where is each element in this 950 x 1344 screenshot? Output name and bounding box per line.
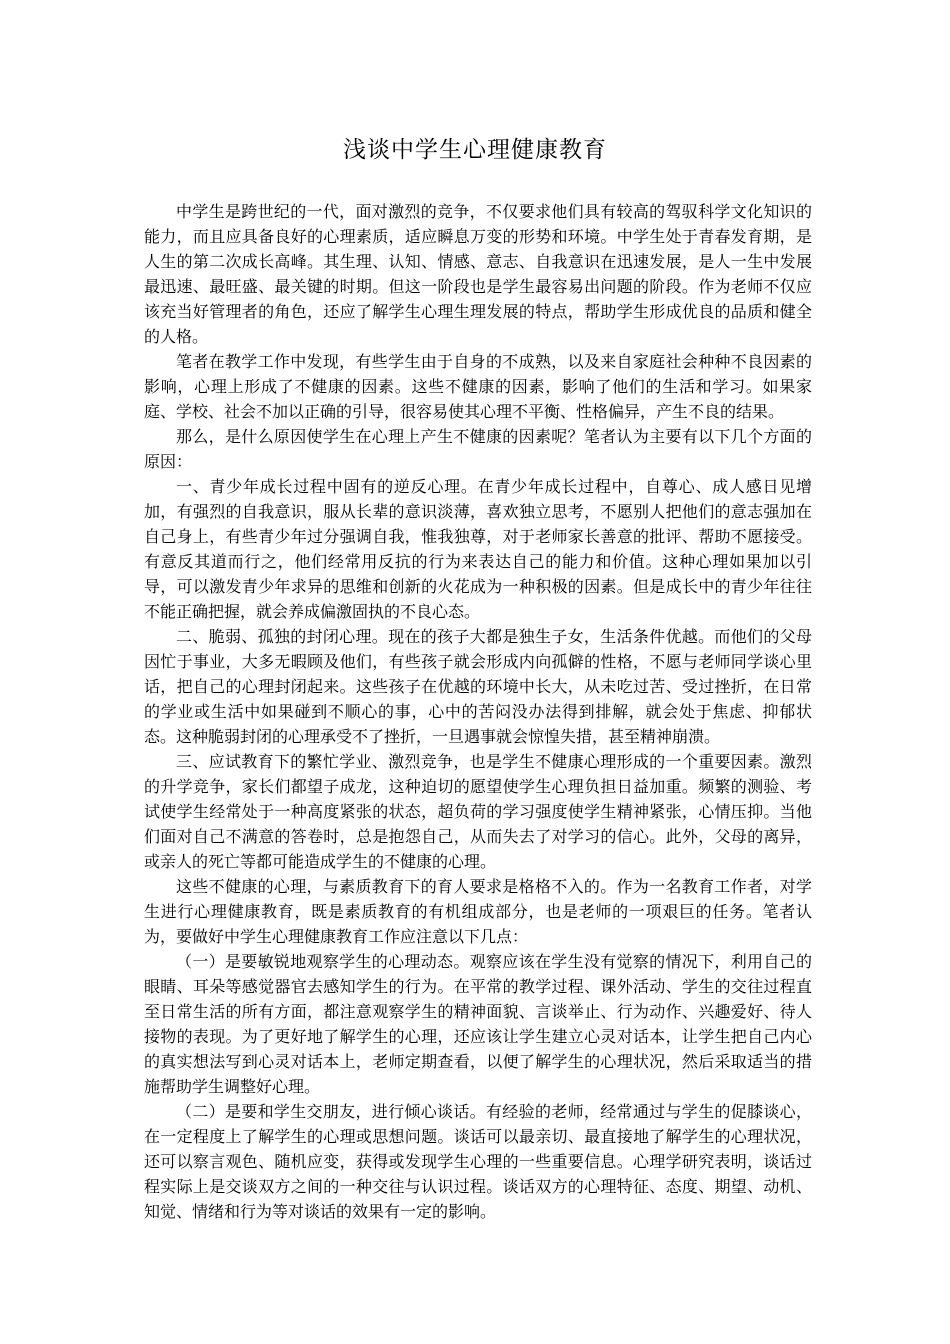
document-title: 浅谈中学生心理健康教育 (343, 137, 607, 163)
paragraph-reason-3: 三、应试教育下的繁忙学业、激烈竞争，也是学生不健康心理形成的一个重要因素。激烈的升学竞争，家长们都望子成龙，这种迫切的愿望使学生心理负担日益加重。频繁的测验、考试使学生经常处于一种高度紧张的状态，超负荷的学习强度使学生精神紧张，心情压抑。当他们面对自己不满意的答卷时，总是抱怨自己，从而失去了对学习的信心。此外，父母的离异，或亲人的死亡等都可能造成学生的不健康的心理。 (144, 752, 812, 871)
paragraph-question: 那么，是什么原因使学生在心理上产生不健康的因素呢？笔者认为主要有以下几个方面的原因： (144, 427, 812, 471)
paragraph-observation: 笔者在教学工作中发现，有些学生由于自身的不成熟，以及来自家庭社会种种不良因素的影响，心理上形成了不健康的因素。这些不健康的因素，影响了他们的生活和学习。如果家庭、学校、社会不加以正确的引导，很容易使其心理不平衡、性格偏异，产生不良的结果。 (144, 352, 812, 421)
paragraph-point-1: （一）是要敏锐地观察学生的心理动态。观察应该在学生没有觉察的情况下，利用自己的眼睛、耳朵等感觉器官去感知学生的行为。在平常的教学过程、课外活动、学生的交往过程直至日常生活的所有方面，都注意观察学生的精神面貌、言谈举止、行为动作、兴趣爱好、待人接物的表现。为了更好地了解学生的心理，还应该让学生建立心灵对话本，让学生把自己内心的真实想法写到心灵对话本上，老师定期查看，以便了解学生的心理状况，然后采取适当的措施帮助学生调整好心理。 (144, 952, 812, 1096)
paragraph-reason-2: 二、脆弱、孤独的封闭心理。现在的孩子大都是独生子女，生活条件优越。而他们的父母因忙于事业，大多无暇顾及他们，有些孩子就会形成内向孤僻的性格，不愿与老师同学谈心里话，把自己的心理封闭起来。这些孩子在优越的环境中长大，从未吃过苦、受过挫折，在日常的学业或生活中如果碰到不顺心的事，心中的苦闷没办法得到排解，就会处于焦虑、抑郁状态。这种脆弱封闭的心理承受不了挫折，一旦遇事就会惊惶失措，甚至精神崩溃。 (144, 627, 812, 746)
paragraph-point-2: （二）是要和学生交朋友，进行倾心谈话。有经验的老师，经常通过与学生的促膝谈心，在一定程度上了解学生的心理或思想问题。谈话可以最亲切、最直接地了解学生的心理状况，还可以察言观色、随机应变，获得或发现学生心理的一些重要信息。心理学研究表明，谈话过程实际上是交谈双方之间的一种交往与认识过程。谈话双方的心理特征、态度、期望、动机、知觉、情绪和行为等对谈话的效果有一定的影响。 (144, 1102, 812, 1221)
paragraph-transition: 这些不健康的心理，与素质教育下的育人要求是格格不入的。作为一名教育工作者，对学生进行心理健康教育，既是素质教育的有机组成部分，也是老师的一项艰巨的任务。笔者认为，要做好中学生心理健康教育工作应注意以下几点： (144, 877, 812, 946)
document-body (144, 199, 812, 1224)
paragraph-intro: 中学生是跨世纪的一代，面对激烈的竞争，不仅要求他们具有较高的驾驭科学文化知识的能力，而且应具备良好的心理素质，适应瞬息万变的形势和环境。中学生处于青春发育期，是人生的第二次成长高峰。其生理、认知、情感、意志、自我意识在迅速发展，是人一生中发展最迅速、最旺盛、最关键的时期。但这一阶段也是学生最容易出问题的阶段。作为老师不仅应该充当好管理者的角色，还应了解学生心理生理发展的特点，帮助学生形成优良的品质和健全的人格。 (144, 202, 812, 346)
paragraph-reason-1: 一、青少年成长过程中固有的逆反心理。在青少年成长过程中，自尊心、成人感日见增加，有强烈的自我意识，服从长辈的意识淡薄，喜欢独立思考，不愿别人把他们的意志强加在自己身上，有些青少年过分强调自我，惟我独尊，对于老师家长善意的批评、帮助不愿接受。有意反其道而行之，他们经常用反抗的行为来表达自己的能力和价值。这种心理如果加以引导，可以激发青少年求异的思维和创新的火花成为一种积极的因素。但是成长中的青少年往往不能正确把握，就会养成偏激固执的不良心态。 (144, 477, 812, 621)
